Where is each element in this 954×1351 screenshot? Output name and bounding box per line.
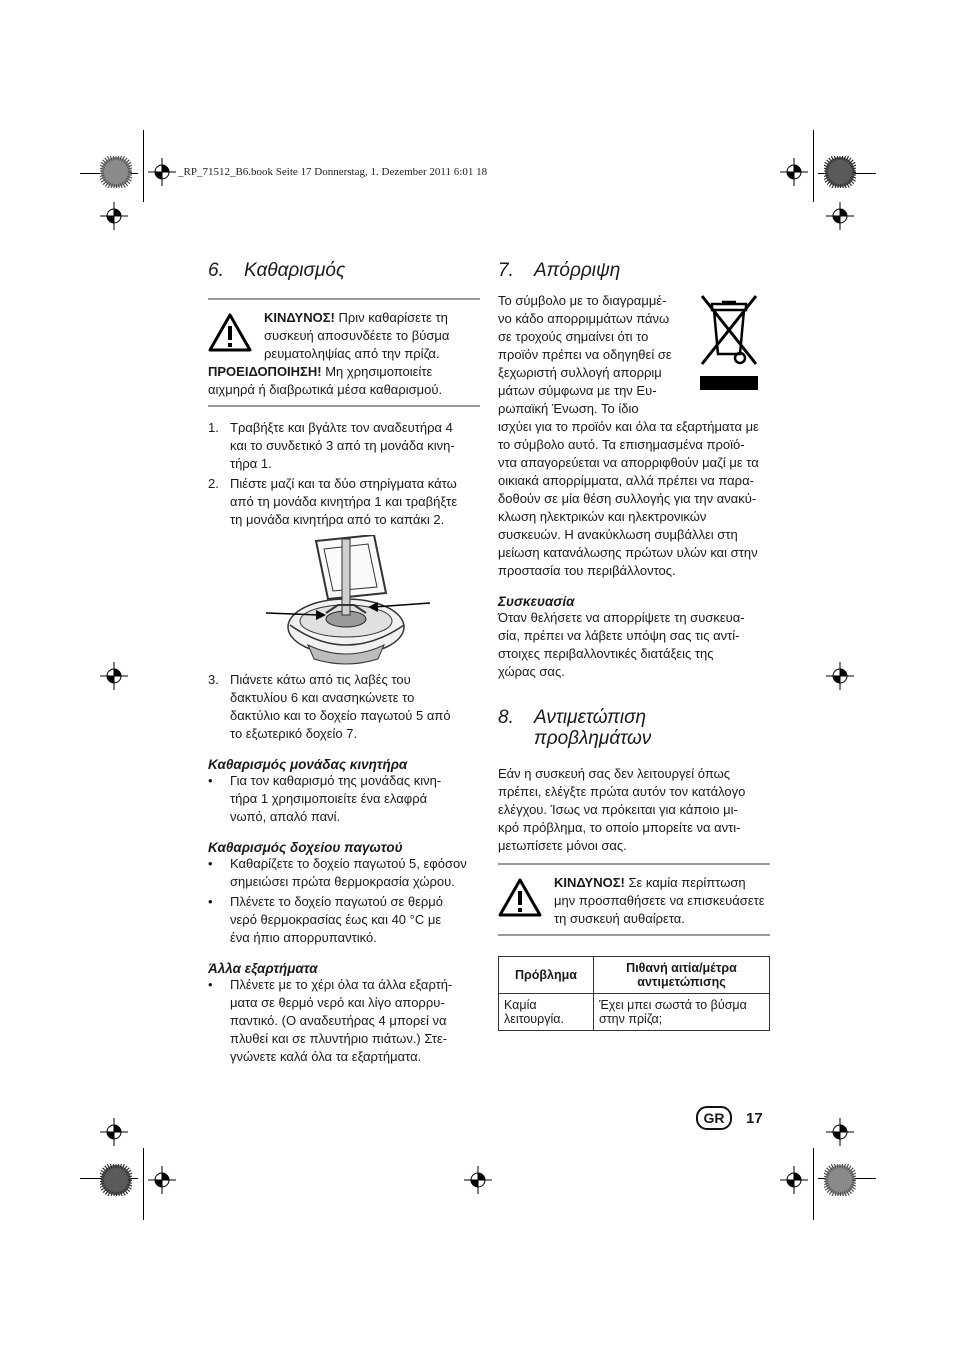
- table-header: Πιθανή αιτία/μέτρα αντιμετώπισης: [594, 957, 770, 994]
- list-item: 3. Πιάνετε κάτω από τις λαβές του δακτυλίου 6 και ανασηκώνετε το δακτύλιο και το δοχείο παγωτού 5 από το εξωτερικό δοχείο 7.: [208, 672, 451, 741]
- list-item: 1. Τραβήξτε και βγάλτε τον αναδευτήρα 4 και το συνδετικό 3 από τη μονάδα κινη- τήρα 1.: [208, 420, 455, 471]
- section-heading-disposal: 7. Απόρριψη: [498, 260, 621, 281]
- registration-mark-icon: [780, 1166, 808, 1194]
- color-rosette-icon: [824, 1164, 856, 1196]
- warning-triangle-icon: [208, 313, 252, 353]
- troubleshooting-table: [498, 956, 770, 1031]
- registration-mark-icon: [826, 1118, 854, 1146]
- page-number: 17: [746, 1109, 763, 1127]
- danger-notice: ΚΙΝΔΥΝΟΣ! Πριν καθαρίσετε τη συσκευή αποσυνδέετε το βύσμα ρευματοληψίας από την πρίζα.: [264, 310, 450, 361]
- section-heading-troubleshooting: 8. Αντιμετώπιση προβλημάτων: [498, 707, 652, 749]
- disposal-text-full: ισχύει για το προϊόν και όλα τα εξαρτήματα με το σύμβολο αυτό. Τα επισημασμένα προϊό- ντα απαγορεύεται να απορριφθούν μαζί με τα οικιακά απορρίμματα, αλλά πρέπει να παρα- δοθούν σε μία θέση συλλογής για την ανακύ- κλωση ηλεκτρικών και ηλεκτρονικών συσκευών. Η ανακύκλωση συμβάλλει στη μείωση κατανάλωσης πρώτων υλών και στην προστασία του περιβάλλοντος.: [498, 419, 759, 578]
- packaging-heading: Συσκευασία: [498, 594, 575, 609]
- color-rosette-icon: [100, 1164, 132, 1196]
- danger-notice: ΚΙΝΔΥΝΟΣ! Σε καμία περίπτωση μην προσπαθήσετε να επισκευάσετε τη συσκευή αυθαίρετα.: [554, 875, 765, 926]
- registration-mark-icon: [826, 202, 854, 230]
- list-item: • Καθαρίζετε το δοχείο παγωτού 5, εφόσον σημειώσει πρώτα θερμοκρασία χώρου.: [208, 856, 467, 889]
- disposal-text-short: Το σύμβολο με το διαγραμμέ- νο κάδο απορριμμάτων πάνω σε τροχούς σημαίνει ότι το προϊόν πρέπει να οδηγηθεί σε ξεχωριστή συλλογή απορριμ μάτων σύμφωνα με την Ευ- ρωπαϊκή Ένωση. Το ίδιο: [498, 293, 672, 416]
- registration-mark-icon: [148, 158, 176, 186]
- packaging-text: Όταν θελήσετε να απορρίψετε τη συσκευα- σία, πρέπει να λάβετε υπόψη σας τις αντί- στοιχες περιβαλλοντικές διατάξεις της χώρας σας.: [498, 610, 745, 679]
- color-rosette-icon: [100, 156, 132, 188]
- bowl-cleaning-heading: Καθαρισμός δοχείου παγωτού: [208, 840, 403, 855]
- warning-triangle-icon: [498, 878, 542, 918]
- bowl-cleaning-list: [208, 855, 480, 947]
- cleaning-steps-1-2: [208, 419, 480, 529]
- registration-mark-icon: [100, 662, 128, 690]
- registration-mark-icon: [100, 202, 128, 230]
- section-heading-cleaning: 6. Καθαρισμός: [208, 260, 346, 281]
- list-item: • Πλένετε το δοχείο παγωτού σε θερμό νερό θερμοκρασίας έως και 40 °C με ένα ήπιο απορρυπαντικό.: [208, 894, 444, 945]
- caution-notice: ΠΡΟΕΙΔΟΠΟΙΗΣΗ! Μη χρησιμοποιείτε αιχμηρά ή διαβρωτικά μέσα καθαρισμού.: [208, 364, 443, 397]
- registration-mark-icon: [826, 662, 854, 690]
- registration-mark-icon: [464, 1166, 492, 1194]
- table-header-row: [499, 957, 770, 994]
- table-row: [499, 994, 770, 1031]
- page-footer: [696, 1106, 763, 1130]
- registration-mark-icon: [100, 1118, 128, 1146]
- troubleshooting-text: Εάν η συσκευή σας δεν λειτουργεί όπως πρέπει, ελέγξτε πρώτα αυτόν τον κατάλογο ελέγχου. Ίσως να πρόκειται για κάποιο μι- κρό πρόβλημα, το οποίο μπορείτε να αντι- μετωπίσετε μόνοι σας.: [498, 766, 746, 853]
- left-column: [208, 260, 480, 1066]
- list-item: • Πλένετε με το χέρι όλα τα άλλα εξαρτή- ματα σε θερμό νερό και λίγο απορρυ- παντικό. (Ο αναδευτήρας 4 μπορεί να πλυθεί και σε πλυντήριο πιάτων.) Στε- γνώνετε καλά όλα τα εξαρτήματα.: [208, 977, 453, 1064]
- table-header: Πρόβλημα: [499, 957, 594, 994]
- other-parts-list: [208, 976, 480, 1066]
- right-column: [498, 260, 770, 1031]
- table-cell: Καμία λειτουργία.: [499, 994, 594, 1031]
- table-cell: Έχει μπει σωστά το βύσμα στην πρίζα;: [594, 994, 770, 1031]
- cleaning-step-3: [208, 671, 480, 743]
- registration-mark-icon: [148, 1166, 176, 1194]
- troubleshooting-warning-box: [498, 863, 770, 936]
- crossed-bin-icon: [698, 292, 760, 394]
- motor-unit-illustration: [208, 535, 480, 665]
- list-item: 2. Πιέστε μαζί και τα δύο στηρίγματα κάτω από τη μονάδα κινητήρα 1 και τραβήξτε τη μονάδα κινητήρα από το καπάκι 2.: [208, 476, 458, 527]
- file-info-header: _RP_71512_B6.book Seite 17 Donnerstag, 1. Dezember 2011 6:01 18: [178, 166, 488, 178]
- cleaning-warning-box: [208, 298, 480, 407]
- motor-cleaning-list: [208, 772, 480, 826]
- disposal-intro: [498, 292, 770, 580]
- list-item: • Για τον καθαρισμό της μονάδας κινη- τήρα 1 χρησιμοποιείτε ένα ελαφρά νωπό, απαλό πανί.: [208, 773, 442, 824]
- language-badge: GR: [696, 1106, 732, 1130]
- other-parts-heading: Άλλα εξαρτήματα: [208, 961, 318, 976]
- color-rosette-icon: [824, 156, 856, 188]
- registration-mark-icon: [780, 158, 808, 186]
- motor-cleaning-heading: Καθαρισμός μονάδας κινητήρα: [208, 757, 408, 772]
